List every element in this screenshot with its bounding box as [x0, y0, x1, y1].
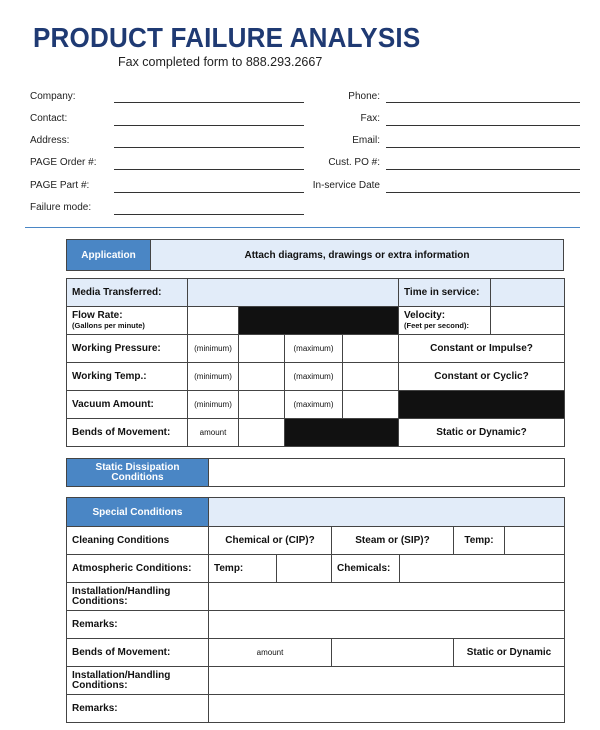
- velocity-label: [399, 307, 491, 335]
- special-bends-amount-field[interactable]: [332, 639, 454, 667]
- remarks-label-2: Remarks:: [67, 695, 209, 723]
- cust-po-field[interactable]: [386, 169, 580, 170]
- special-conditions-table: [66, 497, 565, 723]
- pressure-maximum-label: (maximum): [285, 335, 343, 363]
- static-dissipation-table: [66, 458, 565, 487]
- company-field[interactable]: [114, 102, 304, 103]
- steam-sip-label: Steam or (SIP)?: [332, 527, 454, 555]
- page-part-field[interactable]: [114, 192, 304, 193]
- bends-of-movement-label: Bends of Movement:: [67, 419, 188, 447]
- blocked-cell: [285, 419, 399, 447]
- vacuum-minimum-label: (minimum): [188, 391, 239, 419]
- failure-mode-label: Failure mode:: [30, 202, 92, 213]
- address-label: Address:: [30, 135, 70, 146]
- pressure-minimum-label: (minimum): [188, 335, 239, 363]
- atmospheric-temp-field[interactable]: [277, 555, 332, 583]
- velocity-field[interactable]: [491, 307, 565, 335]
- temp-maximum-label: (maximum): [285, 363, 343, 391]
- pressure-maximum-field[interactable]: [343, 335, 399, 363]
- flow-rate-field[interactable]: [188, 307, 239, 335]
- media-transferred-label: Media Transferred:: [67, 279, 188, 307]
- phone-label: Phone:: [348, 91, 380, 102]
- cleaning-temp-label: Temp:: [454, 527, 505, 555]
- time-in-service-field[interactable]: [491, 279, 565, 307]
- failure-mode-field[interactable]: [114, 214, 304, 215]
- in-service-date-label: In-service Date: [312, 180, 380, 191]
- page-order-field[interactable]: [114, 169, 304, 170]
- atmospheric-temp-label: Temp:: [209, 555, 277, 583]
- flow-rate-label: [67, 307, 188, 335]
- installation-handling-field-2[interactable]: [209, 667, 565, 695]
- pressure-minimum-field[interactable]: [239, 335, 285, 363]
- atmospheric-conditions-label: Atmospheric Conditions:: [67, 555, 209, 583]
- bends-amount-label: amount: [188, 419, 239, 447]
- working-pressure-label: Working Pressure:: [67, 335, 188, 363]
- temp-minimum-label: (minimum): [188, 363, 239, 391]
- application-table: [66, 239, 564, 271]
- special-conditions-field[interactable]: [209, 498, 565, 527]
- special-static-dynamic-label: Static or Dynamic: [454, 639, 565, 667]
- temp-minimum-field[interactable]: [239, 363, 285, 391]
- vacuum-maximum-label: (maximum): [285, 391, 343, 419]
- vacuum-maximum-field[interactable]: [343, 391, 399, 419]
- static-dissipation-field[interactable]: [209, 459, 565, 487]
- email-label: Email:: [352, 135, 380, 146]
- remarks-field-2[interactable]: [209, 695, 565, 723]
- blocked-cell: [239, 307, 399, 335]
- flow-rate-unit: (Gallons per minute): [72, 321, 145, 330]
- specs-table: [66, 278, 565, 447]
- blocked-cell: [399, 391, 565, 419]
- working-temp-label: Working Temp.:: [67, 363, 188, 391]
- cleaning-conditions-label: Cleaning Conditions: [67, 527, 209, 555]
- static-dynamic-label: Static or Dynamic?: [399, 419, 565, 447]
- bends-amount-field[interactable]: [239, 419, 285, 447]
- phone-field[interactable]: [386, 102, 580, 103]
- velocity-title: Velocity:: [404, 310, 446, 321]
- special-bends-label: Bends of Movement:: [67, 639, 209, 667]
- velocity-unit: (Feet per second):: [404, 321, 470, 330]
- attach-note: Attach diagrams, drawings or extra information: [151, 240, 564, 271]
- cust-po-label: Cust. PO #:: [328, 157, 380, 168]
- company-label: Company:: [30, 91, 76, 102]
- application-header: Application: [67, 240, 151, 271]
- temp-maximum-field[interactable]: [343, 363, 399, 391]
- remarks-label: Remarks:: [67, 611, 209, 639]
- constant-cyclic-label: Constant or Cyclic?: [399, 363, 565, 391]
- cleaning-temp-field[interactable]: [505, 527, 565, 555]
- time-in-service-label: Time in service:: [399, 279, 491, 307]
- fax-instructions: Fax completed form to 888.293.2667: [118, 55, 323, 69]
- media-transferred-field[interactable]: [188, 279, 399, 307]
- contact-field[interactable]: [114, 125, 304, 126]
- contact-label: Contact:: [30, 113, 68, 124]
- fax-label: Fax:: [360, 113, 380, 124]
- vacuum-amount-label: Vacuum Amount:: [67, 391, 188, 419]
- page-order-label: PAGE Order #:: [30, 157, 97, 168]
- vacuum-minimum-field[interactable]: [239, 391, 285, 419]
- installation-handling-label: Installation/Handling Conditions:: [67, 583, 209, 611]
- special-conditions-header: Special Conditions: [67, 498, 209, 527]
- installation-handling-field[interactable]: [209, 583, 565, 611]
- page-part-label: PAGE Part #:: [30, 180, 90, 191]
- chemical-cip-label: Chemical or (CIP)?: [209, 527, 332, 555]
- flow-rate-title: Flow Rate:: [72, 310, 123, 321]
- special-bends-amount-label: amount: [209, 639, 332, 667]
- fax-field[interactable]: [386, 125, 580, 126]
- address-field[interactable]: [114, 147, 304, 148]
- installation-handling-label-2: Installation/Handling Conditions:: [67, 667, 209, 695]
- constant-impulse-label: Constant or Impulse?: [399, 335, 565, 363]
- static-dissipation-header: Static Dissipation Conditions: [67, 459, 209, 487]
- form-title: PRODUCT FAILURE ANALYSIS: [33, 22, 421, 53]
- remarks-field[interactable]: [209, 611, 565, 639]
- chemicals-label: Chemicals:: [332, 555, 400, 583]
- in-service-date-field[interactable]: [386, 192, 580, 193]
- chemicals-field[interactable]: [400, 555, 565, 583]
- email-field[interactable]: [386, 147, 580, 148]
- section-divider: [25, 227, 580, 228]
